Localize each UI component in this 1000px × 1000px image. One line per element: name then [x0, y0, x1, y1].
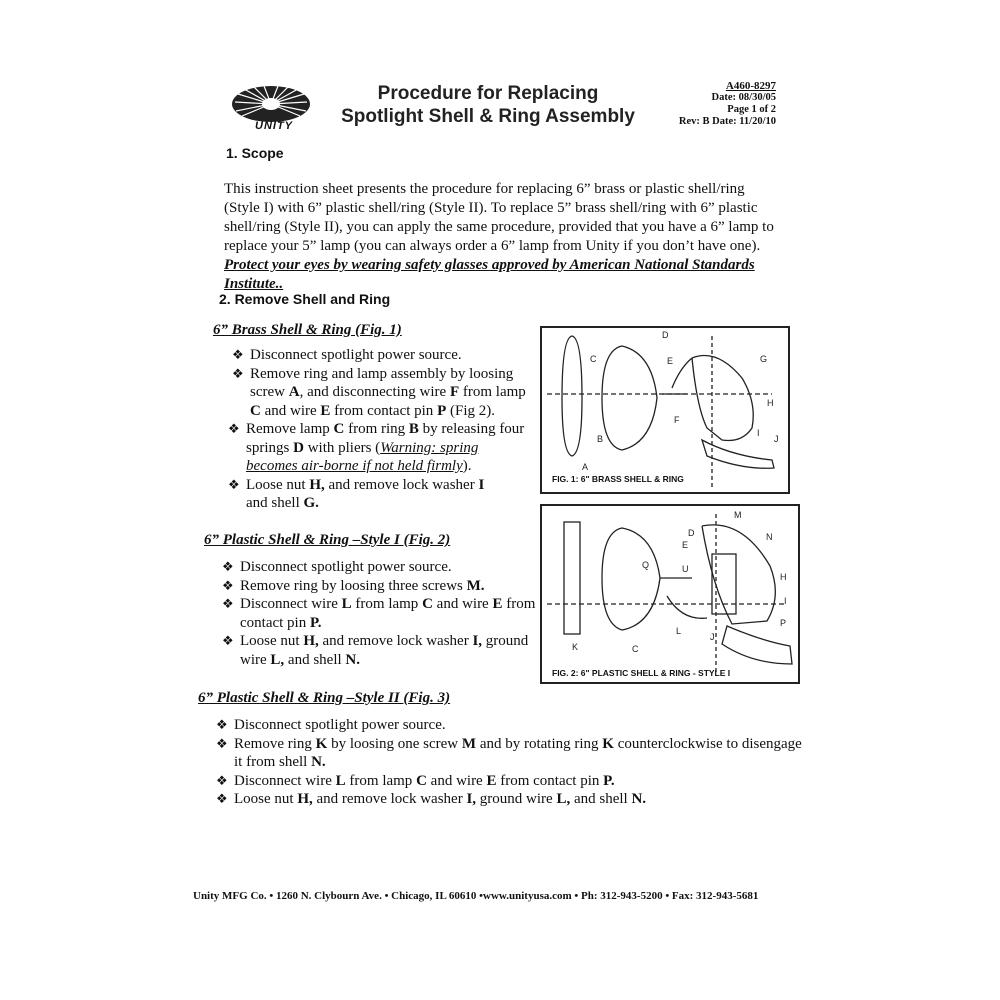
svg-text:A: A [582, 462, 589, 472]
svg-text:D: D [688, 528, 695, 538]
bullet-icon: ❖ [222, 633, 234, 648]
figure-2 [540, 504, 800, 684]
figure-2-caption: FIG. 2: 6" PLASTIC SHELL & RING - STYLE I [552, 668, 731, 678]
svg-text:I: I [757, 428, 760, 438]
bullet-icon: ❖ [222, 596, 234, 611]
figure-2-drawing [542, 506, 798, 682]
remove-heading: 2. Remove Shell and Ring [219, 291, 391, 307]
svg-text:J: J [710, 632, 715, 642]
svg-text:K: K [572, 642, 579, 652]
scope-paragraph [224, 180, 784, 294]
title-line-2: Spotlight Shell & Ring Assembly [341, 106, 635, 127]
svg-text:M: M [734, 510, 742, 520]
svg-text:C: C [590, 354, 597, 364]
bullet-icon: ❖ [222, 559, 234, 574]
logo-text: UNITY [255, 120, 293, 132]
scope-heading: 1. Scope [226, 145, 284, 161]
brass-steps [228, 346, 532, 513]
svg-text:U: U [682, 564, 689, 574]
bullet-icon: ❖ [216, 772, 228, 788]
svg-text:G: G [760, 354, 768, 364]
svg-text:L: L [676, 626, 682, 636]
svg-text:Q: Q [642, 560, 650, 570]
svg-text:N: N [766, 532, 773, 542]
list-item: ❖ Remove ring by loosing three screws M. [222, 577, 485, 594]
bullet-icon: ❖ [216, 717, 228, 732]
svg-text:P: P [780, 618, 787, 628]
scope-warning: Protect your eyes by wearing safety glasses approved by American National Standards Institute.. [224, 257, 755, 292]
bullet-icon: ❖ [228, 421, 240, 436]
bullet-icon: ❖ [232, 347, 244, 362]
list-item: ❖ Disconnect spotlight power source. [232, 347, 462, 363]
svg-text:H: H [780, 572, 787, 582]
doc-date: Date: 08/30/05 [711, 92, 776, 103]
style2-section-title: 6” Plastic Shell & Ring –Style II (Fig. 3) [198, 690, 451, 706]
bullet-icon: ❖ [222, 577, 234, 593]
list-item: ❖ Loose nut H, and remove lock washer I, ground wire L, and shell N. [222, 633, 529, 668]
doc-revision: Rev: B Date: 11/20/10 [678, 116, 776, 127]
svg-text:I: I [784, 596, 787, 606]
svg-text:C: C [632, 644, 639, 654]
title-line-1: Procedure for Replacing [377, 83, 599, 104]
figure-1-drawing [542, 328, 788, 492]
style1-steps [222, 558, 542, 669]
list-item: ❖ Loose nut H, and remove lock washer I, ground wire L, and shell N. [216, 791, 647, 807]
figure-1-caption: FIG. 1: 6" BRASS SHELL & RING [552, 474, 684, 484]
bullet-icon: ❖ [232, 365, 244, 381]
bullet-icon: ❖ [228, 476, 240, 492]
doc-page: Page 1 of 2 [727, 104, 776, 115]
svg-text:J: J [774, 434, 779, 444]
style1-section-title: 6” Plastic Shell & Ring –Style I (Fig. 2) [204, 532, 451, 548]
document-info [650, 80, 776, 128]
bullet-icon: ❖ [216, 735, 228, 751]
style2-steps [216, 716, 806, 809]
list-item: ❖ Disconnect wire L from lamp C and wire E from contact pin P. [216, 772, 615, 789]
bullet-icon: ❖ [216, 791, 228, 806]
svg-text:E: E [667, 356, 674, 366]
figure-1 [540, 326, 790, 494]
svg-text:B: B [597, 434, 604, 444]
list-item: ❖ Remove ring and lamp assembly by loosing screw A, and disconnecting wire F from lamp C and wire E from contact pin P (Fig 2). [232, 365, 526, 419]
svg-text:D: D [662, 330, 669, 340]
brass-section-title: 6” Brass Shell & Ring (Fig. 1) [213, 322, 402, 338]
list-item: ❖ Loose nut H, and remove lock washer I and shell G. [228, 476, 485, 511]
list-item: ❖ Remove lamp C from ring B by releasing four springs D with pliers (Warning: spring becomes air-borne if not held firmly). [228, 421, 525, 474]
scope-text: This instruction sheet presents the procedure for replacing 6” brass or plastic shell/ring (Style I) with 6” plastic shell/ring (Style II). To replace 5” brass shell/ring with 6” plastic shell/ring (Style II), you can apply the same procedure, provided that you have a 6” lamp to replace your 5” lamp (you can always order a 6” lamp from Unity if you don’t have one). [224, 181, 774, 254]
footer-contact: Unity MFG Co. • 1260 N. Clybourn Ave. • Chicago, IL 60610 •www.unityusa.com • Ph: 312-943-5200 • Fax: 312-943-5681 [193, 890, 759, 902]
svg-text:E: E [682, 540, 689, 550]
svg-text:H: H [767, 398, 774, 408]
list-item: ❖ Disconnect spotlight power source. [222, 559, 452, 575]
list-item: ❖ Remove ring K by loosing one screw M and by rotating ring K counterclockwise to disengage it from shell N. [216, 735, 802, 770]
svg-text:F: F [674, 415, 680, 425]
list-item: ❖ Disconnect wire L from lamp C and wire E from contact pin P. [222, 596, 536, 631]
doc-number: A460-8297 [725, 80, 776, 92]
page-title [318, 82, 658, 128]
list-item: ❖ Disconnect spotlight power source. [216, 717, 446, 733]
